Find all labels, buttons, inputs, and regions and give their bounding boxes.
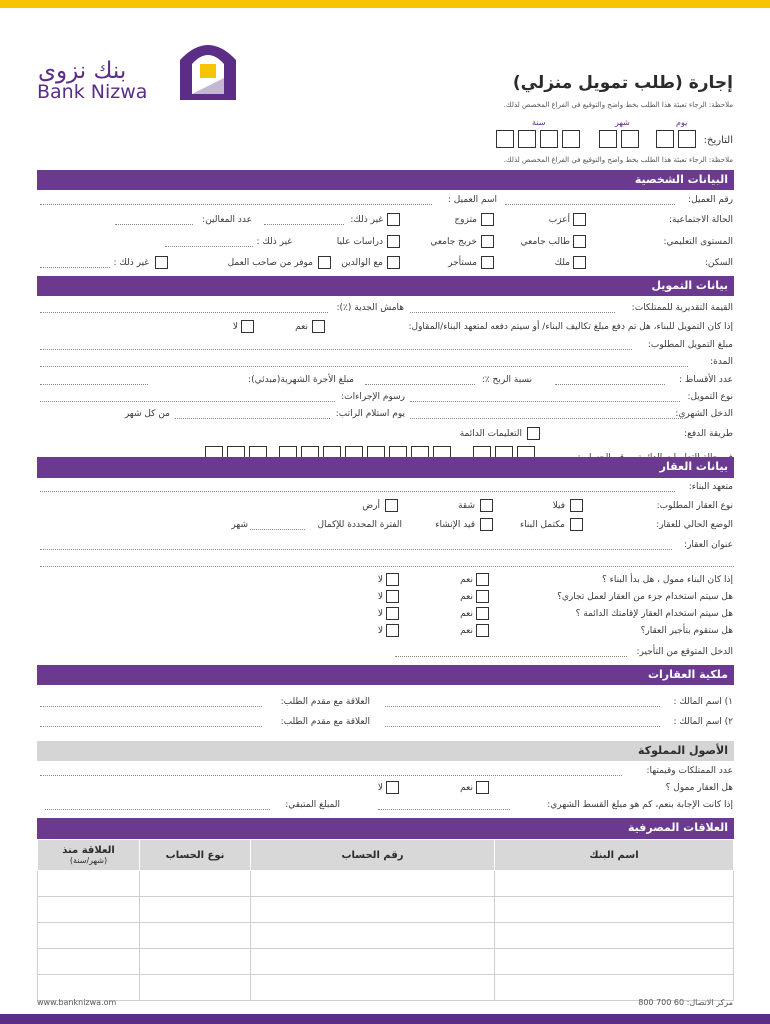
- col-relation-since-label: العلاقة منذ: [62, 845, 115, 856]
- status-complete-label: مكتمل البناء: [519, 520, 565, 530]
- rent-income-field[interactable]: [395, 656, 627, 657]
- dependents-field[interactable]: [115, 224, 193, 225]
- bottom-accent-bar: [0, 1014, 770, 1024]
- table-row[interactable]: [38, 975, 734, 1001]
- housing-parents-label: مع الوالدين: [341, 258, 383, 268]
- property-address-label: عنوان العقار:: [684, 540, 733, 550]
- housing-employer-checkbox[interactable]: [318, 256, 331, 269]
- property-address-field-1[interactable]: [40, 549, 672, 550]
- q-commercial-use: هل سيتم استخدام جزء من العقار لعمل تجاري؟: [557, 592, 733, 602]
- asset-financed-no-label: لا: [377, 783, 383, 793]
- completion-period-field[interactable]: [250, 529, 305, 530]
- marital-married-checkbox[interactable]: [481, 213, 494, 226]
- q2-yes-label: نعم: [460, 592, 473, 602]
- fees-field[interactable]: [40, 401, 335, 402]
- income-label: الدخل الشهري:: [675, 409, 733, 419]
- owner2-label: ٢) اسم المالك :: [673, 717, 733, 727]
- section-assets-header: الأصول المملوكة: [37, 741, 734, 761]
- date-label: التاريخ:: [703, 135, 733, 146]
- asset-financed-label: هل العقار ممول ؟: [665, 783, 733, 793]
- edu-student-label: طالب جامعي: [520, 237, 570, 247]
- completion-month-label: شهر: [231, 520, 248, 530]
- owner2-relation-field[interactable]: [40, 726, 262, 727]
- date-month-label: شهر: [615, 118, 630, 127]
- status-complete-checkbox[interactable]: [570, 518, 583, 531]
- marital-status-label: الحالة الاجتماعية:: [668, 215, 733, 225]
- housing-own-label: ملك: [554, 258, 570, 268]
- finance-type-label: نوع التمويل:: [687, 392, 733, 402]
- col-relation-since: [38, 840, 140, 871]
- construction-yes-label: نعم: [295, 322, 308, 332]
- table-row[interactable]: [38, 923, 734, 949]
- asset-financed-no-checkbox[interactable]: [386, 781, 399, 794]
- property-apartment-label: شقة: [458, 501, 475, 511]
- q1-no-label: لا: [377, 575, 383, 585]
- logo-arabic-name: بنك نزوى: [38, 58, 127, 84]
- q4-yes-label: نعم: [460, 626, 473, 636]
- profit-rate-field[interactable]: [365, 384, 475, 385]
- property-address-field-2[interactable]: [40, 566, 734, 567]
- section-finance-header: بيانات التمويل: [37, 276, 734, 296]
- status-construction-checkbox[interactable]: [480, 518, 493, 531]
- estimated-value-label: القيمة التقديرية للممتلكات:: [631, 303, 733, 313]
- duration-label: المدة:: [710, 357, 733, 367]
- table-header-row: [38, 840, 734, 871]
- form-note: ملاحظة: الرجاء تعبئة هذا الطلب بخط واضح والتوقيع في الفراغ المخصص لذلك.: [503, 101, 733, 109]
- edu-other-label: غير ذلك :: [256, 237, 292, 247]
- q-rent-property: هل ستقوم بتأجير العقار؟: [640, 626, 733, 636]
- table-cell[interactable]: [251, 923, 495, 949]
- q4-yes-checkbox[interactable]: [476, 624, 489, 637]
- section-ownership-header: ملكية العقارات: [37, 665, 734, 685]
- form-title: إجارة (طلب تمويل منزلي): [512, 73, 733, 93]
- edu-graduate-checkbox[interactable]: [481, 235, 494, 248]
- footer-contact: مركز الاتصال: 60 700 800: [638, 998, 733, 1007]
- housing-label: السكن:: [704, 258, 733, 268]
- installments-label: عدد الأقساط :: [679, 375, 733, 385]
- standing-instructions-label: التعليمات الدائمة: [459, 429, 522, 439]
- table-cell[interactable]: [495, 897, 734, 923]
- housing-parents-checkbox[interactable]: [387, 256, 400, 269]
- table-cell[interactable]: [38, 923, 140, 949]
- construction-no-checkbox[interactable]: [241, 320, 254, 333]
- table-cell[interactable]: [251, 975, 495, 1001]
- table-cell[interactable]: [140, 897, 251, 923]
- q1-no-checkbox[interactable]: [386, 573, 399, 586]
- housing-employer-label: موفر من صاحب العمل: [227, 258, 313, 268]
- table-cell[interactable]: [495, 949, 734, 975]
- q2-no-checkbox[interactable]: [386, 590, 399, 603]
- property-status-label: الوضع الحالي للعقار:: [656, 520, 733, 530]
- housing-rent-label: مستأجر: [448, 258, 477, 268]
- logo-english-name: Bank Nizwa: [37, 81, 148, 103]
- q3-yes-checkbox[interactable]: [476, 607, 489, 620]
- q4-no-checkbox[interactable]: [386, 624, 399, 637]
- customer-name-label: اسم العميل :: [447, 195, 497, 205]
- q4-no-label: لا: [377, 626, 383, 636]
- contractor-field[interactable]: [40, 491, 675, 492]
- section-personal-header: البيانات الشخصية: [37, 170, 734, 190]
- property-land-label: أرض: [362, 501, 380, 511]
- q-construction-started: إذا كان البناء ممول ، هل بدأ البناء ؟: [601, 575, 733, 585]
- form-note-2: ملاحظة: الرجاء تعبئة هذا الطلب بخط واضح والتوقيع في الفراغ المخصص لذلك.: [503, 156, 733, 164]
- top-accent-bar: [0, 0, 770, 8]
- customer-no-field[interactable]: [505, 204, 675, 205]
- table-row[interactable]: [38, 897, 734, 923]
- owner1-relation-label: العلاقة مع مقدم الطلب:: [280, 697, 370, 707]
- marital-single-label: أعزب: [548, 215, 570, 225]
- property-apartment-checkbox[interactable]: [480, 499, 493, 512]
- q3-yes-label: نعم: [460, 609, 473, 619]
- asset-financed-yes-label: نعم: [460, 783, 473, 793]
- table-cell[interactable]: [495, 923, 734, 949]
- edu-postgrad-checkbox[interactable]: [387, 235, 400, 248]
- education-label: المستوى التعليمي:: [663, 237, 733, 247]
- housing-other-field[interactable]: [40, 267, 110, 268]
- table-cell[interactable]: [140, 923, 251, 949]
- marital-single-checkbox[interactable]: [573, 213, 586, 226]
- remaining-amount-label: المبلغ المتبقي:: [285, 800, 340, 810]
- marital-other-label: غير ذلك:: [350, 215, 383, 225]
- col-bank-name: اسم البنك: [495, 840, 734, 871]
- edu-postgrad-label: دراسات عليا: [336, 237, 383, 247]
- rent-label: مبلغ الأجرة الشهرية(مبدئي):: [248, 375, 354, 385]
- edu-other-field[interactable]: [165, 246, 253, 247]
- q1-yes-label: نعم: [460, 575, 473, 585]
- construction-question: إذا كان التمويل للبناء، هل تم دفع مبلغ تكاليف البناء/ أو سيتم دفعه لمتعهد البناء/المقاول:: [408, 322, 733, 332]
- bank-relations-table: [37, 839, 734, 1001]
- footer-website: www.banknizwa.om: [37, 998, 117, 1007]
- installment-amount-field[interactable]: [378, 809, 510, 810]
- owner2-field[interactable]: [385, 726, 660, 727]
- table-row[interactable]: [38, 949, 734, 975]
- estimated-value-field[interactable]: [410, 312, 615, 313]
- completion-period-label: الفترة المحددة للإكمال: [317, 520, 402, 530]
- finance-type-field[interactable]: [410, 401, 680, 402]
- table-cell[interactable]: [251, 949, 495, 975]
- owner1-label: ١) اسم المالك :: [673, 697, 733, 707]
- date-day-label: يوم: [676, 118, 688, 127]
- marital-married-label: متزوج: [454, 215, 477, 225]
- installments-field[interactable]: [555, 384, 665, 385]
- amount-label: مبلغ التمويل المطلوب:: [647, 340, 733, 350]
- duration-field[interactable]: [40, 366, 688, 367]
- salary-day-label: يوم استلام الراتب:: [335, 409, 405, 419]
- remaining-amount-field[interactable]: [45, 809, 270, 810]
- edu-student-checkbox[interactable]: [573, 235, 586, 248]
- table-cell[interactable]: [140, 871, 251, 897]
- table-cell[interactable]: [251, 897, 495, 923]
- edu-graduate-label: خريج جامعي: [430, 237, 477, 247]
- table-cell[interactable]: [495, 975, 734, 1001]
- housing-own-checkbox[interactable]: [573, 256, 586, 269]
- bank-nizwa-emblem: [178, 34, 238, 102]
- table-cell[interactable]: [251, 871, 495, 897]
- col-account-number: رقم الحساب: [251, 840, 495, 871]
- margin-field[interactable]: [40, 312, 328, 313]
- installment-amount-label: إذا كانت الإجابة بنعم، كم هو مبلغ القسط الشهري:: [547, 800, 733, 810]
- assets-count-field[interactable]: [40, 775, 622, 776]
- q1-yes-checkbox[interactable]: [476, 573, 489, 586]
- housing-other-checkbox[interactable]: [155, 256, 168, 269]
- housing-other-label: غير ذلك :: [113, 258, 149, 268]
- contractor-label: متعهد البناء:: [688, 482, 733, 492]
- date-year-label: سنة: [532, 118, 546, 127]
- status-construction-label: قيد الإنشاء: [435, 520, 475, 530]
- col-account-type: نوع الحساب: [140, 840, 251, 871]
- table-cell[interactable]: [38, 975, 140, 1001]
- property-villa-checkbox[interactable]: [570, 499, 583, 512]
- rent-income-label: الدخل المتوقع من التأجير:: [636, 647, 733, 657]
- owner1-relation-field[interactable]: [40, 706, 262, 707]
- table-cell[interactable]: [38, 871, 140, 897]
- table-cell[interactable]: [140, 975, 251, 1001]
- rent-field[interactable]: [40, 384, 148, 385]
- standing-instructions-checkbox[interactable]: [527, 427, 540, 440]
- profit-rate-label: نسبة الربح ٪:: [481, 375, 532, 385]
- table-row[interactable]: [38, 871, 734, 897]
- asset-financed-yes-checkbox[interactable]: [476, 781, 489, 794]
- margin-label: هامش الجدية (٪):: [336, 303, 404, 313]
- table-cell[interactable]: [38, 949, 140, 975]
- housing-rent-checkbox[interactable]: [481, 256, 494, 269]
- q-permanent-residence: هل سيتم استخدام العقار لإقامتك الدائمة ؟: [575, 609, 733, 619]
- section-bank-header: العلاقات المصرفية: [37, 818, 734, 839]
- table-cell[interactable]: [140, 949, 251, 975]
- property-type-label: نوع العقار المطلوب:: [656, 501, 733, 511]
- salary-day-field[interactable]: [175, 418, 330, 419]
- q3-no-label: لا: [377, 609, 383, 619]
- owner2-relation-label: العلاقة مع مقدم الطلب:: [280, 717, 370, 727]
- assets-count-label: عدد الممتلكات وقيمتها:: [646, 766, 733, 776]
- property-villa-label: فيلا: [552, 501, 565, 511]
- q2-yes-checkbox[interactable]: [476, 590, 489, 603]
- table-cell[interactable]: [495, 871, 734, 897]
- q2-no-label: لا: [377, 592, 383, 602]
- owner1-field[interactable]: [385, 706, 660, 707]
- construction-yes-checkbox[interactable]: [312, 320, 325, 333]
- income-field[interactable]: [410, 418, 685, 419]
- table-cell[interactable]: [38, 897, 140, 923]
- payment-method-label: طريقة الدفع:: [684, 429, 733, 439]
- fees-label: رسوم الإجراءات:: [341, 392, 405, 402]
- every-month-label: من كل شهر: [124, 409, 170, 419]
- section-property-header: بيانات العقار: [37, 457, 734, 478]
- col-relation-since-sub: (شهر/سنة): [69, 856, 108, 865]
- construction-no-label: لا: [232, 322, 238, 332]
- property-land-checkbox[interactable]: [385, 499, 398, 512]
- customer-name-field[interactable]: [40, 204, 432, 205]
- customer-no-label: رقم العميل:: [688, 195, 733, 205]
- q3-no-checkbox[interactable]: [386, 607, 399, 620]
- marital-other-checkbox[interactable]: [387, 213, 400, 226]
- dependents-label: عدد المعالين:: [202, 215, 252, 225]
- amount-field[interactable]: [40, 349, 632, 350]
- marital-other-field[interactable]: [264, 224, 344, 225]
